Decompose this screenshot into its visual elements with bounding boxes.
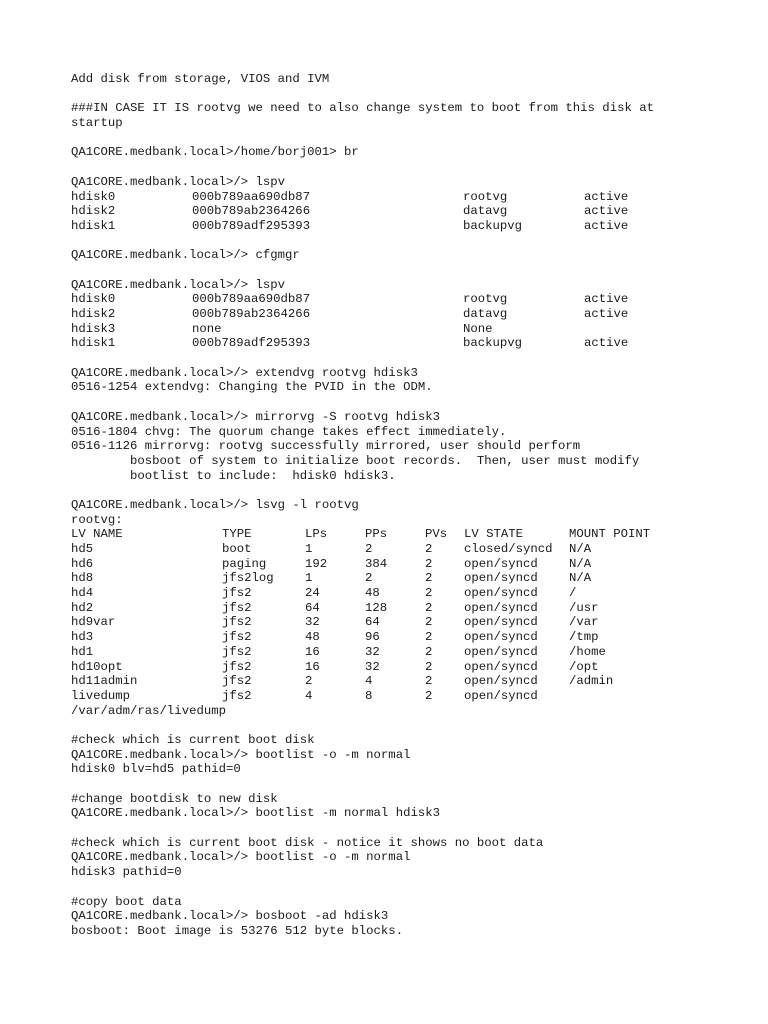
lv-lps: 192 [305,556,328,571]
mount-point: N/A [569,571,592,586]
lv-lps: 1 [305,542,313,556]
lv-name: hd10opt [71,659,123,674]
lv-row [71,571,768,586]
vg-state: active [584,204,629,219]
lv-state: open/syncd [464,571,538,586]
lv-pvs: 2 [425,674,433,689]
mount-point: /home [569,644,606,659]
vg-state: active [584,307,629,321]
command-output: bosboot of system to initialize boot records. Then, user must modify [71,453,640,468]
lsvg-output-table [71,542,768,704]
command-line: QA1CORE.medbank.local>/> lsvg -l rootvg [71,497,359,512]
lv-pvs: 2 [425,615,433,630]
lv-pvs: 2 [425,600,433,615]
lv-type: jfs2log [222,571,274,586]
volume-group: datavg [463,307,508,321]
mount-point: N/A [569,542,592,556]
lv-type: boot [222,542,252,556]
mount-point: /admin [569,674,614,689]
command-line: QA1CORE.medbank.local>/> mirrorvg -S rootvg hdisk3 [71,409,440,424]
lv-state: open/syncd [464,600,538,615]
spacer [71,821,768,836]
lspv-row [71,336,768,351]
rootvg-note: ###IN CASE IT IS rootvg we need to also change system to boot from this disk at [71,101,654,116]
command-line: QA1CORE.medbank.local>/> bootlist -m normal hdisk3 [71,806,440,821]
col-header: PPs [365,527,388,542]
lv-pps: 384 [365,556,388,571]
spacer [71,351,768,366]
spacer [71,263,768,278]
lv-type: jfs2 [222,630,252,645]
command-line: QA1CORE.medbank.local>/> extendvg rootvg hdisk3 [71,365,418,380]
disk-name: hdisk2 [71,307,116,321]
pvid: 000b789adf295393 [192,336,311,351]
comment-line: #check which is current boot disk - notice it shows no boot data [71,835,544,850]
lspv-row [71,204,768,219]
pvid: 000b789ab2364266 [192,307,311,321]
lv-pps: 64 [365,615,380,630]
lspv-row [71,219,768,234]
comment-line: #copy boot data [71,894,182,909]
lv-state: open/syncd [464,615,538,630]
lv-name: hd11admin [71,674,138,689]
spacer [71,131,768,146]
lv-state: closed/syncd [464,542,553,556]
lspv-output-table [71,292,768,351]
pvid: none [192,321,222,336]
lv-name: hd9var [71,615,116,630]
vg-label: rootvg: [71,512,123,527]
command-line: QA1CORE.medbank.local>/> bootlist -o -m normal [71,850,411,865]
lv-row [71,674,768,689]
lspv-row [71,307,768,322]
lspv-row [71,322,768,337]
spacer [71,718,768,733]
lv-pvs: 2 [425,659,433,674]
disk-name: hdisk2 [71,204,116,219]
lv-pps: 48 [365,586,380,601]
vg-state: active [584,189,629,204]
lv-pvs: 2 [425,688,433,703]
mount-point: /opt [569,659,599,674]
volume-group: None [463,321,493,336]
lv-type: jfs2 [222,688,252,703]
disk-name: hdisk1 [71,336,116,351]
mount-point: / [569,586,577,601]
command-line: QA1CORE.medbank.local>/> lspv [71,277,286,292]
lv-row [71,660,768,675]
spacer [71,87,768,102]
lv-lps: 24 [305,586,320,601]
vg-state: active [584,218,629,233]
lv-lps: 16 [305,659,320,674]
lv-state: open/syncd [464,586,538,601]
command-line: QA1CORE.medbank.local>/home/borj001> br [71,145,359,160]
document-body [71,72,768,939]
lv-pvs: 2 [425,542,433,556]
col-header: TYPE [222,527,252,542]
spacer [71,483,768,498]
vg-state: active [584,292,629,307]
lv-name: hd4 [71,586,94,601]
lspv-row [71,292,768,307]
lv-row [71,689,768,704]
spacer [71,880,768,895]
command-output: 0516-1254 extendvg: Changing the PVID in the ODM. [71,380,433,395]
lv-type: jfs2 [222,674,252,689]
lv-lps: 1 [305,571,313,586]
command-line: QA1CORE.medbank.local>/> bosboot -ad hdisk3 [71,909,389,924]
command-output: bosboot: Boot image is 53276 512 byte blocks. [71,923,404,938]
command-output: bootlist to include: hdisk0 hdisk3. [71,468,396,483]
lv-name: hd6 [71,556,94,571]
lv-lps: 48 [305,630,320,645]
command-output: /var/adm/ras/livedump [71,703,226,718]
volume-group: backupvg [463,218,523,233]
lv-row [71,615,768,630]
col-header: LV STATE [464,527,524,542]
mount-point: N/A [569,556,592,571]
pvid: 000b789aa690db87 [192,292,311,307]
lv-pvs: 2 [425,571,433,586]
lv-state: open/syncd [464,688,538,703]
lv-pvs: 2 [425,586,433,601]
col-header: LV NAME [71,527,123,542]
lv-state: open/syncd [464,630,538,645]
lv-pps: 4 [365,674,373,689]
lv-name: hd2 [71,600,94,615]
lv-row [71,542,768,557]
lv-lps: 64 [305,600,320,615]
lv-state: open/syncd [464,556,538,571]
lv-lps: 16 [305,644,320,659]
command-line: QA1CORE.medbank.local>/> lspv [71,174,286,189]
lv-name: hd1 [71,644,94,659]
lv-name: hd3 [71,630,94,645]
lv-lps: 4 [305,688,313,703]
lv-type: jfs2 [222,600,252,615]
command-line: QA1CORE.medbank.local>/> cfgmgr [71,248,300,263]
pvid: 000b789ab2364266 [192,204,311,219]
lv-pvs: 2 [425,644,433,659]
col-header: PVs [425,527,448,542]
lsvg-header-row [71,527,768,542]
rootvg-note-cont: startup [71,116,123,131]
pvid: 000b789adf295393 [192,218,311,233]
vg-state: active [584,336,629,351]
lv-row [71,601,768,616]
lv-type: jfs2 [222,615,252,630]
lv-type: paging [222,556,267,571]
spacer [71,777,768,792]
disk-name: hdisk0 [71,189,116,204]
spacer [71,395,768,410]
disk-name: hdisk0 [71,292,116,307]
mount-point: /tmp [569,630,599,645]
disk-name: hdisk1 [71,218,116,233]
volume-group: rootvg [463,292,508,307]
lv-type: jfs2 [222,586,252,601]
lv-state: open/syncd [464,674,538,689]
lv-type: jfs2 [222,644,252,659]
lv-lps: 32 [305,615,320,630]
volume-group: datavg [463,204,508,219]
lv-name: hd5 [71,542,94,556]
lv-state: open/syncd [464,659,538,674]
mount-point: /var [569,615,599,630]
lv-name: livedump [71,688,131,703]
lv-row [71,557,768,572]
command-line: QA1CORE.medbank.local>/> bootlist -o -m normal [71,747,411,762]
lv-pps: 8 [365,688,373,703]
mount-point: /usr [569,600,599,615]
lv-state: open/syncd [464,644,538,659]
lv-pvs: 2 [425,556,433,571]
volume-group: backupvg [463,336,523,351]
lv-pps: 2 [365,542,373,556]
lv-pps: 2 [365,571,373,586]
lspv-row [71,190,768,205]
doc-title: Add disk from storage, VIOS and IVM [71,72,330,86]
lv-pps: 32 [365,644,380,659]
spacer [71,160,768,175]
command-output: hdisk0 blv=hd5 pathid=0 [71,762,241,777]
col-header: LPs [305,527,328,542]
col-header: MOUNT POINT [569,527,651,542]
volume-group: rootvg [463,189,508,204]
comment-line: #check which is current boot disk [71,732,315,747]
lv-name: hd8 [71,571,94,586]
lv-row [71,645,768,660]
lv-row [71,630,768,645]
lspv-output-table [71,190,768,234]
disk-name: hdisk3 [71,321,116,336]
pvid: 000b789aa690db87 [192,189,311,204]
lv-pps: 96 [365,630,380,645]
command-output: hdisk3 pathid=0 [71,865,182,880]
lv-pps: 32 [365,659,380,674]
comment-line: #change bootdisk to new disk [71,791,278,806]
lv-pvs: 2 [425,630,433,645]
lv-row [71,586,768,601]
lv-type: jfs2 [222,659,252,674]
command-output: 0516-1126 mirrorvg: rootvg successfully mirrored, user should perform [71,439,581,454]
command-output: 0516-1804 chvg: The quorum change takes effect immediately. [71,424,507,439]
lv-lps: 2 [305,674,313,689]
lv-pps: 128 [365,600,388,615]
spacer [71,234,768,249]
